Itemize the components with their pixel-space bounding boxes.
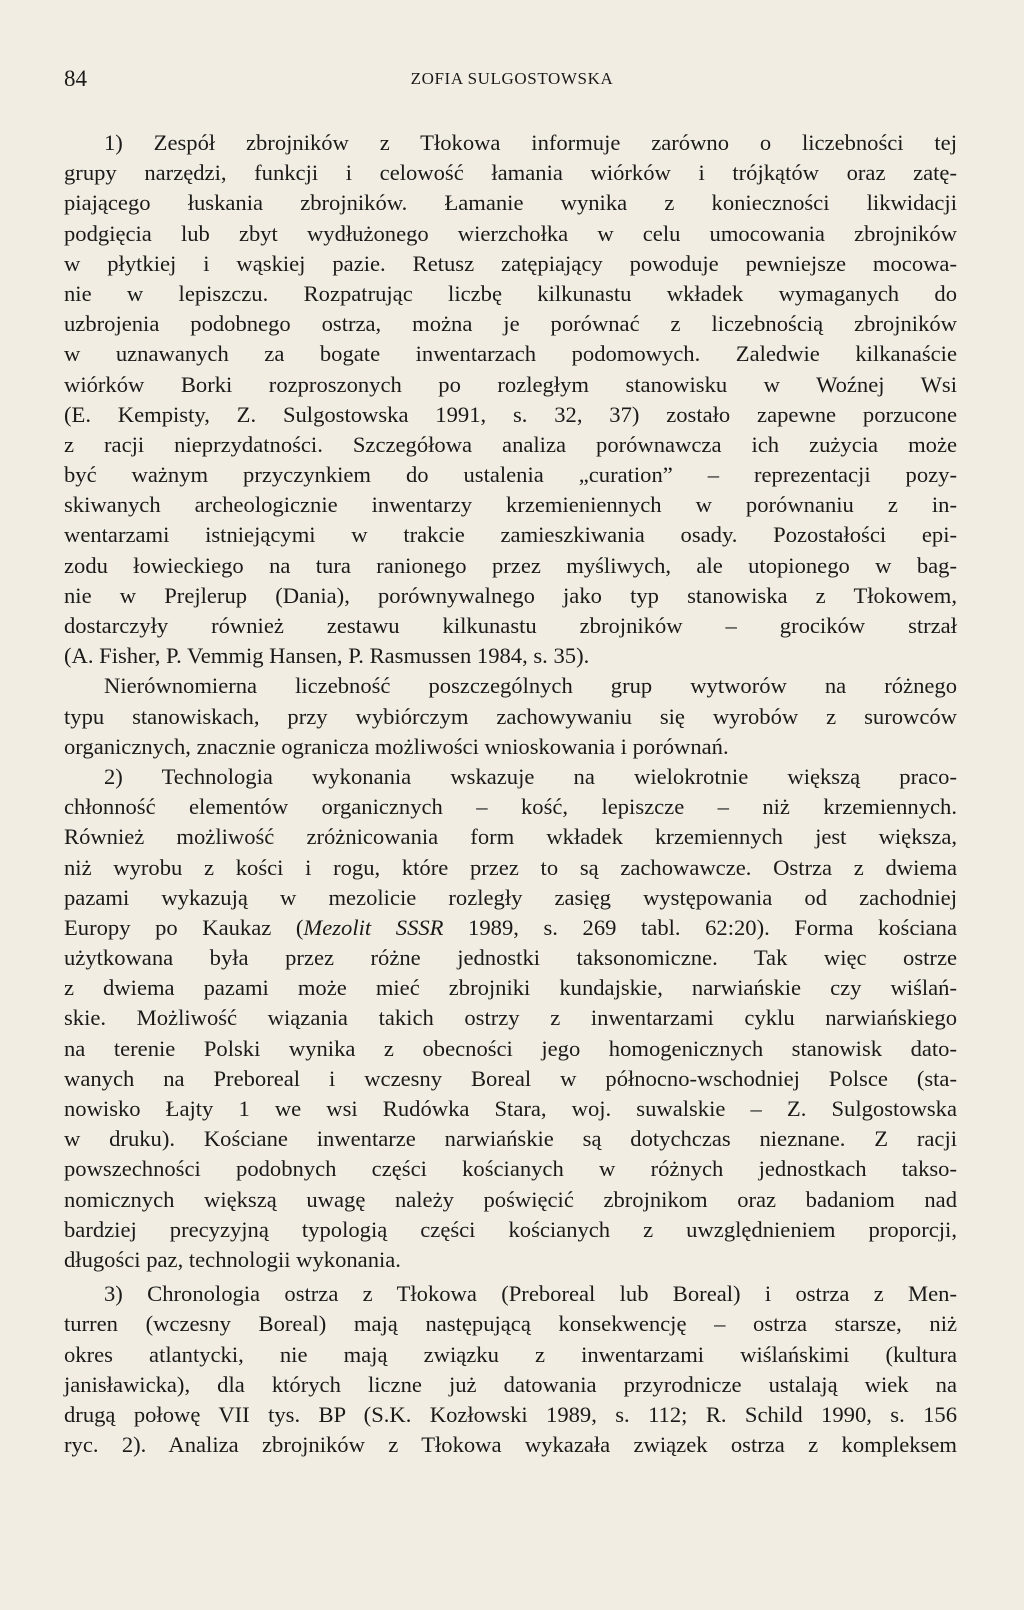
- text-line-content: pazami wykazują w mezolicie rozległy zasięg występowania od zachodniej: [64, 884, 957, 910]
- text-line-content: drugą połowę VII tys. BP (S.K. Kozłowski 1989, s. 112; R. Schild 1990, s. 156: [64, 1401, 957, 1427]
- text-line: [64, 611, 957, 641]
- text-line: [64, 973, 957, 1003]
- text-line: [64, 430, 957, 460]
- text-line-content: wanych na Preboreal i wczesny Boreal w północno-wschodniej Polsce (sta-: [64, 1065, 957, 1091]
- text-line-content: (A. Fisher, P. Vemmig Hansen, P. Rasmussen 1984, s. 35).: [64, 643, 590, 669]
- italic-title: Mezolit SSSR: [303, 914, 444, 940]
- text-line-content: na terenie Polski wynika z obecności jego homogenicznych stanowisk dato-: [64, 1035, 957, 1061]
- text-line-content: zodu łowieckiego na tura ranionego przez myśliwych, ale utopionego w bag-: [64, 552, 957, 578]
- page-number: 84: [64, 66, 87, 91]
- text-line: [64, 1034, 957, 1064]
- text-line: [64, 1309, 957, 1339]
- text-line: [64, 1400, 957, 1430]
- text-line-content: janisławicka), dla których liczne już datowania przyrodnicze ustalają wiek na: [64, 1371, 957, 1397]
- text-line: [64, 339, 957, 369]
- text-line: [64, 762, 957, 792]
- text-line: [64, 1185, 957, 1215]
- text-line: [64, 370, 957, 400]
- text-line: [64, 641, 957, 671]
- text-line: [64, 551, 957, 581]
- text-line: [64, 1094, 957, 1124]
- text-line: [64, 822, 957, 852]
- text-line: [64, 460, 957, 490]
- text-line-content: piającego łuskania zbrojników. Łamanie wynika z konieczności likwidacji: [64, 190, 957, 216]
- text-line-content: Europy po Kaukaz (: [64, 914, 304, 940]
- text-line-content: z dwiema pazami może mieć zbrojniki kundajskie, narwiańskie czy wiślań-: [64, 975, 957, 1001]
- text-line: [64, 702, 957, 732]
- text-line-content: skiwanych archeologicznie inwentarzy krzemieniennych w porównaniu z in-: [64, 492, 957, 518]
- text-line-content: chłonność elementów organicznych – kość, lepiszcze – niż krzemiennych.: [64, 794, 957, 820]
- text-line: [64, 1124, 957, 1154]
- text-line: [64, 520, 957, 550]
- text-line-content: grupy narzędzi, funkcji i celowość łamania wiórków i trójkątów oraz zatę-: [64, 160, 957, 186]
- text-line: [64, 943, 957, 973]
- text-line-content: nie w Prejlerup (Dania), porównywalnego jako typ stanowiska z Tłokowem,: [64, 582, 957, 608]
- text-line-content: organicznych, znacznie ogranicza możliwości wnioskowania i porównań.: [64, 733, 729, 759]
- text-line-content: nie w lepiszczu. Rozpatrując liczbę kilkunastu wkładek wymaganych do: [64, 280, 957, 306]
- text-line: [64, 219, 957, 249]
- text-line-content: Również możliwość zróżnicowania form wkładek krzemiennych jest większa,: [64, 824, 957, 850]
- text-line: [64, 732, 957, 762]
- text-line: [64, 1215, 957, 1245]
- text-line: [64, 249, 957, 279]
- text-line-content: 1) Zespół zbrojników z Tłokowa informuje zarówno o liczebności tej: [104, 130, 957, 155]
- text-line-content: bardziej precyzyjną typologią części kościanych z uwzględnieniem proporcji,: [64, 1216, 957, 1242]
- text-line: [64, 1430, 957, 1460]
- text-line-content: 1989, s. 269 tabl. 62:20). Forma kościana: [443, 914, 957, 940]
- page-header: [64, 66, 960, 96]
- text-line: [64, 671, 957, 701]
- text-line-content: niż wyrobu z kości i rogu, które przez to są zachowawcze. Ostrza z dwiema: [64, 854, 957, 880]
- text-line: [64, 1245, 957, 1275]
- text-line: [64, 1154, 957, 1184]
- text-line-content: być ważnym przyczynkiem do ustalenia „curation” – reprezentacji pozy-: [64, 462, 957, 488]
- text-line: [64, 792, 957, 822]
- text-line: [64, 279, 957, 309]
- text-line-content: turren (wczesny Boreal) mają następującą konsekwencję – ostrza starsze, niż: [64, 1311, 957, 1337]
- text-line: [64, 490, 957, 520]
- text-line-content: w druku). Kościane inwentarze narwiańskie są dotychczas nieznane. Z racji: [64, 1126, 957, 1152]
- text-line-content: uzbrojenia podobnego ostrza, można je porównać z liczebnością zbrojników: [64, 311, 957, 337]
- text-line-content: Nierównomierna liczebność poszczególnych grup wytworów na różnego: [104, 673, 957, 699]
- text-line: [64, 1064, 957, 1094]
- text-line-content: dostarczyły również zestawu kilkunastu zbrojników – grocików strzał: [64, 613, 957, 638]
- text-line-content: skie. Możliwość wiązania takich ostrzy z inwentarzami cyklu narwiańskiego: [64, 1005, 957, 1031]
- text-line: [64, 128, 957, 158]
- text-line: [64, 1370, 957, 1400]
- text-line-content: nowisko Łajty 1 we wsi Rudówka Stara, woj. suwalskie – Z. Sulgostowska: [64, 1096, 957, 1121]
- text-line: [64, 1279, 957, 1309]
- text-line-content: wentarzami istniejącymi w trakcie zamieszkiwania osady. Pozostałości epi-: [64, 522, 957, 548]
- text-line: [64, 188, 957, 218]
- text-line-content: typu stanowiskach, przy wybiórczym zachowywaniu się wyrobów z surowców: [64, 703, 957, 729]
- text-line-content: okres atlantycki, nie mają związku z inwentarzami wiślańskimi (kultura: [64, 1341, 957, 1367]
- text-line-content: długości paz, technologii wykonania.: [64, 1246, 401, 1272]
- text-line-content: 3) Chronologia ostrza z Tłokowa (Preboreal lub Boreal) i ostrza z Men-: [104, 1281, 957, 1307]
- text-line-content: ryc. 2). Analiza zbrojników z Tłokowa wykazała związek ostrza z kompleksem: [64, 1432, 957, 1458]
- text-line: [64, 853, 957, 883]
- text-line: [64, 1340, 957, 1370]
- text-line-content: (E. Kempisty, Z. Sulgostowska 1991, s. 32, 37) zostało zapewne porzucone: [64, 401, 957, 427]
- text-line-content: wiórków Borki rozproszonych po rozległym stanowisku w Woźnej Wsi: [64, 371, 957, 397]
- running-head: ZOFIA SULGOSTOWSKA: [410, 69, 614, 88]
- text-line-content: powszechności podobnych części kościanych w różnych jednostkach takso-: [64, 1156, 957, 1182]
- text-line: [64, 883, 957, 913]
- text-line-content: użytkowana była przez różne jednostki taksonomiczne. Tak więc ostrze: [64, 945, 957, 971]
- text-line-content: 2) Technologia wykonania wskazuje na wielokrotnie większą praco-: [104, 763, 957, 789]
- text-line: [64, 158, 957, 188]
- text-line-content: nomicznych większą uwagę należy poświęcić zbrojnikom oraz badaniom nad: [64, 1186, 957, 1212]
- text-line: [64, 309, 957, 339]
- text-line-content: z racji nieprzydatności. Szczegółowa analiza porównawcza ich zużycia może: [64, 431, 957, 457]
- body-text: [64, 128, 957, 1460]
- text-line: [64, 1003, 957, 1033]
- text-line: [64, 400, 957, 430]
- text-line-content: w płytkiej i wąskiej pazie. Retusz zatępiający powoduje pewniejsze mocowa-: [64, 250, 957, 276]
- text-line-content: w uznawanych za bogate inwentarzach podomowych. Zaledwie kilkanaście: [64, 341, 957, 367]
- text-line-content: podgięcia lub zbyt wydłużonego wierzchołka w celu umocowania zbrojników: [64, 220, 957, 246]
- text-line: [64, 913, 957, 943]
- text-line: [64, 581, 957, 611]
